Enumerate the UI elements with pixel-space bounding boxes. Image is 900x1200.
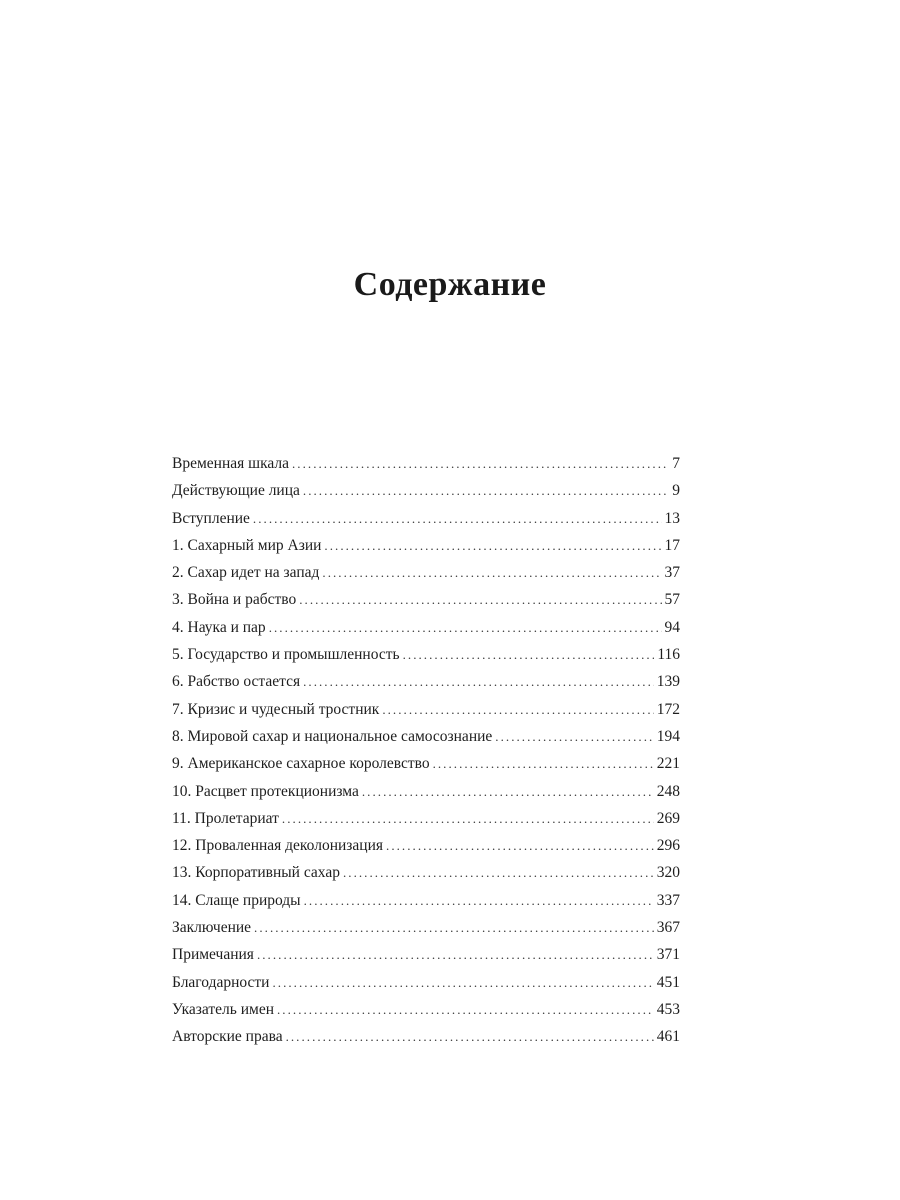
toc-dot-leader [382,696,653,723]
toc-entry-label: 14. Слаще природы [172,891,301,909]
toc-dot-leader [299,586,661,613]
toc-page-number: 461 [656,1028,680,1046]
toc-page-number: 13 [664,509,680,527]
toc-entry-label: 4. Наука и пар [172,618,266,636]
toc-entry-label: 5. Государство и промышленность [172,646,400,664]
toc-page-number: 320 [656,864,680,882]
toc-page-number: 94 [664,618,680,636]
toc-entry-label: 7. Кризис и чудесный тростник [172,700,380,718]
toc-entry-label: 2. Сахар идет на запад [172,564,320,582]
toc-entry[interactable] [172,450,680,477]
toc-entry-label: Временная шкала [172,455,289,472]
toc-entry-label: Действующие лица [172,482,300,500]
toc-dot-leader [257,941,654,968]
toc-entry[interactable] [172,996,680,1023]
toc-entry[interactable] [172,614,680,641]
toc-page-number: 9 [672,482,680,500]
toc-dot-leader [292,450,669,477]
toc-entry[interactable] [172,505,680,532]
toc-entry[interactable] [172,969,680,996]
toc-entry[interactable] [172,750,680,777]
toc-page-number: 7 [672,455,680,472]
toc-page-number: 371 [656,946,680,964]
toc-dot-leader [362,778,654,805]
toc-page-number: 37 [664,564,680,582]
table-of-contents [172,450,680,1051]
toc-page-number: 269 [656,809,680,827]
toc-entry-label: 12. Проваленная деколонизация [172,837,384,855]
toc-page-number: 139 [656,673,680,691]
toc-entry[interactable] [172,559,680,586]
toc-entry[interactable] [172,859,680,886]
toc-dot-leader [433,750,654,777]
toc-page-number: 172 [656,700,680,718]
toc-entry-label: 1. Сахарный мир Азии [172,536,322,554]
toc-page-number: 367 [656,919,680,937]
toc-entry[interactable] [172,668,680,695]
toc-dot-leader [403,641,655,668]
toc-entry[interactable] [172,586,680,613]
toc-page-number: 17 [664,536,680,554]
toc-entry-label: 3. Война и рабство [172,591,297,609]
toc-dot-leader [253,505,662,532]
page-title: Содержание [353,266,547,303]
toc-dot-leader [324,532,661,559]
toc-dot-leader [322,559,661,586]
toc-page-number: 116 [657,646,680,664]
toc-entry[interactable] [172,832,680,859]
toc-dot-leader [386,832,654,859]
toc-page-number: 296 [656,837,680,855]
toc-dot-leader [343,859,654,886]
toc-page-number: 221 [656,755,680,773]
toc-dot-leader [495,723,653,750]
toc-entry[interactable] [172,941,680,968]
toc-entry-label: Вступление [172,509,250,527]
toc-entry-label: 11. Пролетариат [172,809,279,827]
toc-page-number: 194 [656,727,680,745]
toc-entry-label: 8. Мировой сахар и национальное самосознание [172,727,493,745]
toc-page-number: 248 [656,782,680,800]
toc-entry[interactable] [172,641,680,668]
toc-dot-leader [269,614,662,641]
toc-page-number: 57 [664,591,680,609]
toc-entry[interactable] [172,723,680,750]
toc-dot-leader [286,1023,654,1050]
toc-dot-leader [272,969,653,996]
toc-entry-label: Авторские права [172,1028,283,1046]
toc-page-number: 453 [656,1000,680,1018]
toc-entry[interactable] [172,887,680,914]
toc-entry[interactable] [172,532,680,559]
toc-dot-leader [254,914,654,941]
toc-entry[interactable] [172,805,680,832]
toc-dot-leader [303,668,654,695]
toc-entry[interactable] [172,477,680,504]
toc-entry-label: Примечания [172,946,254,964]
toc-entry[interactable] [172,1023,680,1050]
toc-entry-label: Указатель имен [172,1000,274,1018]
toc-dot-leader [277,996,654,1023]
toc-entry[interactable] [172,914,680,941]
toc-dot-leader [282,805,654,832]
toc-entry[interactable] [172,778,680,805]
toc-entry-label: Заключение [172,919,252,937]
toc-dot-leader [304,887,654,914]
toc-entry-label: 6. Рабство остается [172,673,301,691]
toc-entry-label: 9. Американское сахарное королевство [172,755,430,773]
toc-entry-label: 10. Расцвет протекционизма [172,782,359,800]
toc-dot-leader [303,477,669,504]
toc-page-number: 451 [656,973,680,991]
toc-entry[interactable] [172,696,680,723]
toc-entry-label: 13. Корпоративный сахар [172,864,340,882]
toc-page-number: 337 [656,891,680,909]
toc-entry-label: Благодарности [172,973,270,991]
